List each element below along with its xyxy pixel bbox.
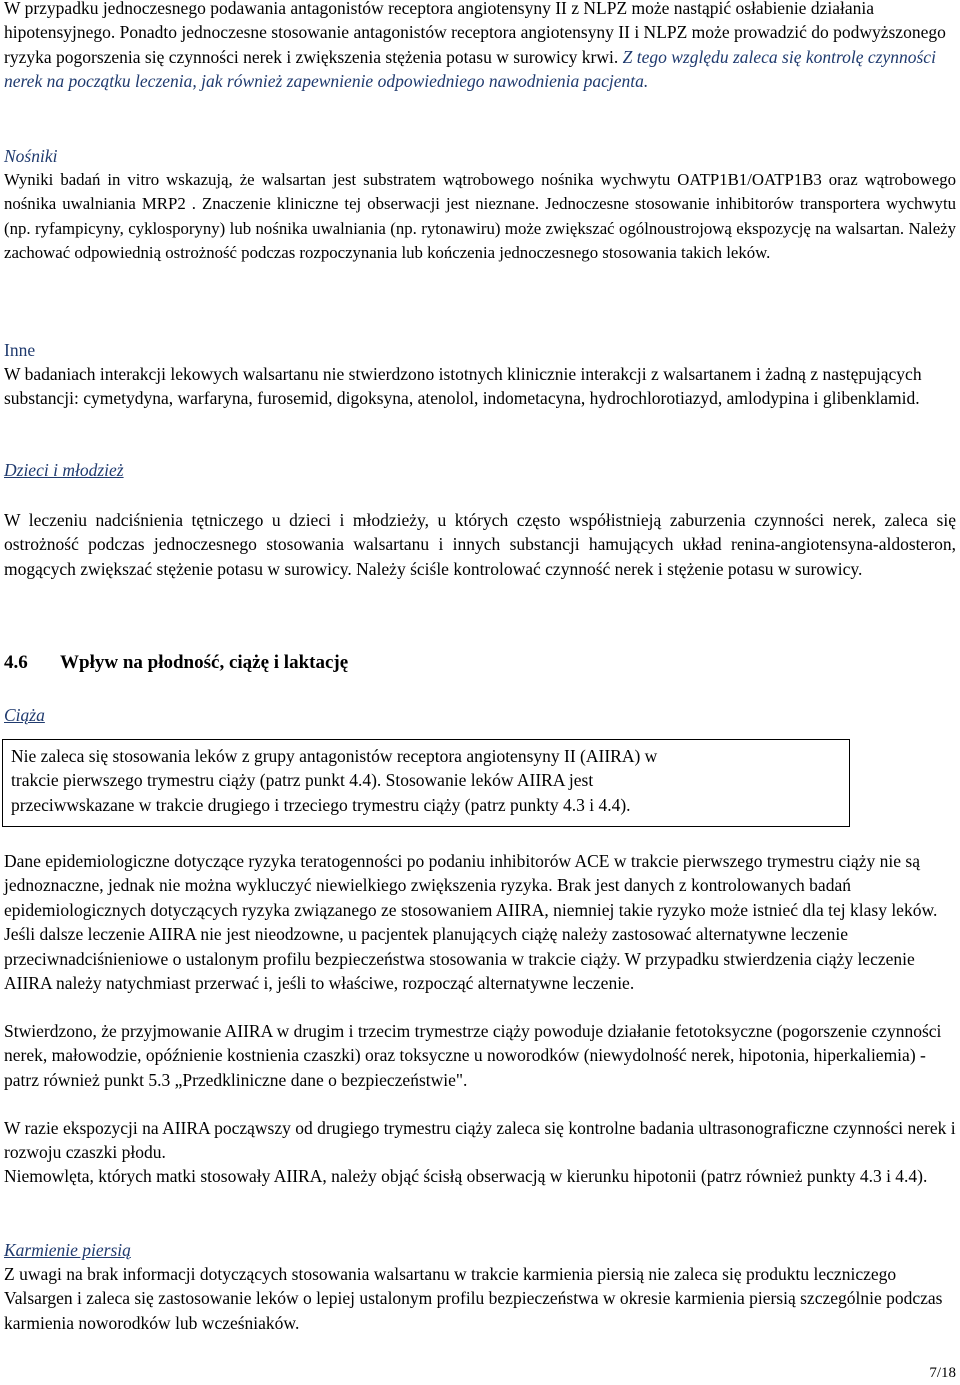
pregnancy-paragraph: Stwierdzono, że przyjmowanie AIIRA w drugim i trzecim trymestrze ciąży powoduje działanie fetotoksyczne (pogorszenie czynności nerek, małowodzie, opóźnienie kostnienia czaszki) oraz toksyczne u noworodków (niewydolność nerek, hipotonia, hiperkaliemia) - patrz również punkt 5.3 „Przedkliniczne dane o bezpieczeństwie".	[4, 1021, 942, 1090]
children-paragraph: W leczeniu nadciśnienia tętniczego u dzieci i młodzieży, u których często współistnieją zaburzenia czynności nerek, zaleca się ostrożność podczas jednoczesnego stosowania walsartanu i innych substancji hamujących układ renina-angiotensyna-aldosteron, mogących zwiększać stężenie potasu w surowicy. Należy ściśle kontrolować czynność nerek i stężenie potasu w surowicy.	[4, 510, 956, 579]
pregnancy-paragraph: Dane epidemiologiczne dotyczące ryzyka teratogenności po podaniu inhibitorów ACE w trakcie pierwszego trymestru ciąży nie są jednoznaczne, jednak nie można wykluczyć niewielkiego zwiększenia ryzyka. Brak jest danych z kontrolowanych badań epidemiologicznych dotyczących ryzyka związanego ze stosowaniem AIIRA, niemniej takie ryzyko może istnieć dla tej klasy leków. Jeśli dalsze leczenie AIIRA nie jest nieodzowne, u pacjentek planujących ciążę należy zastosować alternatywne leczenie przeciwnadciśnieniowe o ustalonym profilu bezpieczeństwa stosowania w trakcie ciąży. W przypadku stwierdzenia ciąży leczenie AIIRA należy natychmiast przerwać i, jeśli to właściwe, rozpocząć alternatywne leczenie.	[4, 851, 938, 994]
page-number: 7/18	[929, 1365, 956, 1381]
warning-line: przeciwwskazane w trakcie drugiego i trzeciego trymestru ciąży (patrz punkty 4.3 i 4.4).	[11, 794, 631, 815]
pregnancy-paragraph: W razie ekspozycji na AIIRA począwszy od drugiego trymestru ciąży zaleca się kontrolne badania ultrasonograficzne czynności nerek i rozwoju czaszki płodu.	[4, 1118, 956, 1163]
carriers-label: Nośniki	[4, 146, 58, 166]
pregnancy-warning-box	[2, 739, 850, 827]
children-label: Dzieci i młodzież	[4, 460, 124, 480]
pregnancy-paragraph: Niemowlęta, których matki stosowały AIIRA, należy objąć ścisłą obserwacją w kierunku hipotonii (patrz również punkty 4.3 i 4.4).	[4, 1166, 928, 1186]
warning-line: Nie zaleca się stosowania leków z grupy antagonistów receptora angiotensyny II (AIIRA) w	[11, 746, 658, 766]
breastfeeding-paragraph: Z uwagi na brak informacji dotyczących stosowania walsartanu w trakcie karmienia piersią nie zaleca się produktu leczniczego Valsargen i zaleca się zastosowanie leków o lepiej ustalonym profilu bezpieczeństwa w okresie karmienia piersią szczególnie podczas karmienia noworodków lub wcześniaków.	[4, 1264, 943, 1333]
section-title: Wpływ na płodność, ciążę i laktację	[60, 652, 349, 673]
section-heading	[4, 652, 348, 674]
other-paragraph: W badaniach interakcji lekowych walsartanu nie stwierdzono istotnych klinicznie interakcji z walsartanem i żadną z następujących substancji: cymetydyna, warfaryna, furosemid, digoksyna, atenolol, indometacyna, hydrochlorotiazyd, amlodypina i glibenklamid.	[4, 364, 922, 409]
other-label: Inne	[4, 340, 36, 360]
pregnancy-label: Ciąża	[4, 705, 45, 725]
section-number: 4.6	[4, 652, 28, 673]
breastfeeding-label: Karmienie piersią	[4, 1240, 131, 1260]
warning-line: trakcie pierwszego trymestru ciąży (patrz punkt 4.4). Stosowanie leków AIIRA jest	[11, 770, 594, 791]
carriers-paragraph: Wyniki badań in vitro wskazują, że walsartan jest substratem wątrobowego nośnika wychwytu OATP1B1/OATP1B3 oraz wątrobowego nośnika uwalniania MRP2 . Znaczenie kliniczne tej obserwacji jest nieznane. Jednoczesne stosowanie inhibitorów transportera wychwytu (np. ryfampicyny, cyklosporyny) lub nośnika uwalniania (np. rytonawiru) może zwiększać ogólnoustrojową ekspozycję na walsartan. Należy zachować odpowiednią ostrożność podczas rozpoczynania lub kończenia jednoczesnego stosowania takich leków.	[4, 170, 956, 263]
intro-paragraph: W przypadku jednoczesnego podawania antagonistów receptora angiotensyny II z NLPZ może nastąpić osłabienie działania hipotensyjnego. Ponadto jednoczesne stosowanie antagonistów receptora angiotensyny II i NLPZ może prowadzić do podwyższonego ryzyka pogorszenia się czynności nerek i zwiększenia stężenia potasu w surowicy krwi. Z tego względu zaleca się kontrolę czynności nerek na początku leczenia, jak również zapewnienie odpowiedniego nawodnienia pacjenta.	[4, 0, 946, 92]
